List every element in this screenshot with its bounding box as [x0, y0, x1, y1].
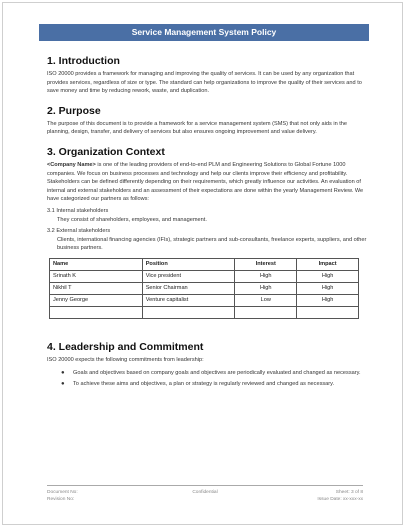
table-cell: High [297, 282, 359, 294]
section-heading: 2. Purpose [47, 104, 101, 117]
stakeholder-table [49, 258, 359, 319]
footer-sheet: Sheet: 3 of 8 [335, 490, 363, 495]
section-heading: 4. Leadership and Commitment [47, 340, 204, 353]
document-content [47, 55, 367, 398]
table-header-cell: Name [50, 258, 143, 270]
table-cell [297, 306, 359, 318]
external-stakeholders-label: 3.2 External stakeholders [47, 228, 111, 235]
table-cell: Srinath K [50, 270, 143, 282]
list-item: ● To achieve these aims and objectives, a plan or strategy is regularly reviewed and changed as necessary. [61, 381, 335, 388]
internal-stakeholders-desc: They consist of shareholders, employees, and management. [57, 216, 207, 223]
table-cell [50, 306, 143, 318]
table-cell: High [235, 282, 297, 294]
section-heading: 3. Organization Context [47, 145, 165, 158]
section-text: ISO 20000 provides a framework for managing and improving the quality of services. It can be used by any organization that provides services, regardless of size or type. The standard can help organizations to improve the quality of their services and to save money and time by reducing rework, waste, and duplication. [47, 71, 362, 95]
bullet-icon: ● [61, 369, 65, 376]
table-header-cell: Position [142, 258, 235, 270]
list-item: ● Goals and objectives based on company goals and objectives are periodically evaluated and changed as necessary. [61, 369, 361, 376]
table-cell: High [235, 270, 297, 282]
section-text: The purpose of this document is to provide a framework for a service management system (SMS) that not only aids in the planning, design, transfer, and delivery of services but also ensures ongoing improvement and value delivery. [47, 120, 348, 136]
section-leadership [47, 341, 367, 389]
document-page [2, 2, 403, 525]
footer-confidential: Confidential [192, 490, 218, 495]
page-footer [47, 485, 363, 503]
section-text [47, 161, 367, 204]
table-cell: High [297, 270, 359, 282]
table-cell [235, 306, 297, 318]
table-row [50, 282, 359, 294]
internal-stakeholders-label: 3.1 Internal stakeholders [47, 207, 109, 214]
table-row [50, 270, 359, 282]
section-heading: 1. Introduction [47, 55, 120, 67]
table-cell [142, 306, 235, 318]
table-cell: High [297, 294, 359, 306]
footer-issue-date: Issue Date: xx-xxx-xx [317, 497, 363, 502]
footer-document-no: Document No: [47, 490, 78, 495]
section-text: ISO 20000 expects the following commitments from leadership: [47, 356, 204, 363]
table-cell: Vice president [142, 270, 235, 282]
table-cell: Nikhil T [50, 282, 143, 294]
bullet-icon: ● [61, 381, 65, 388]
table-row [50, 306, 359, 318]
table-cell: Venture capitalist [142, 294, 235, 306]
document-title: Service Management System Policy [39, 24, 369, 41]
company-name-placeholder: <Company Name> [47, 161, 96, 168]
leadership-bullet-list [47, 369, 367, 389]
section-organization-context [47, 146, 367, 319]
section-purpose [47, 105, 367, 137]
context-text: is one of the leading providers of end-to-end PLM and Engineering Solutions to Global Fortune 1000 companies. We focus on business processes and technology and help our clients improve their efficiency and profitability. Stakeholders can be defined differently depending on their requirements, which greatly influence our activities. An evaluation of internal and external stakeholders and an assessment of their expectations are done within the yearly Management Review. We have categorized our partners as follows: [47, 161, 364, 203]
table-header-row [50, 258, 359, 270]
table-header-cell: Impact [297, 258, 359, 270]
footer-revision-no: Revision No: [47, 497, 75, 502]
table-cell: Jenny George [50, 294, 143, 306]
table-row [50, 294, 359, 306]
table-header-cell: Interest [235, 258, 297, 270]
external-stakeholders-desc: Clients, international financing agencies (IFIs), strategic partners and sub-consultants, freelance experts, suppliers, and other business partners. [57, 236, 367, 252]
section-introduction [47, 55, 367, 96]
table-cell: Senior Chairman [142, 282, 235, 294]
table-cell: Low [235, 294, 297, 306]
